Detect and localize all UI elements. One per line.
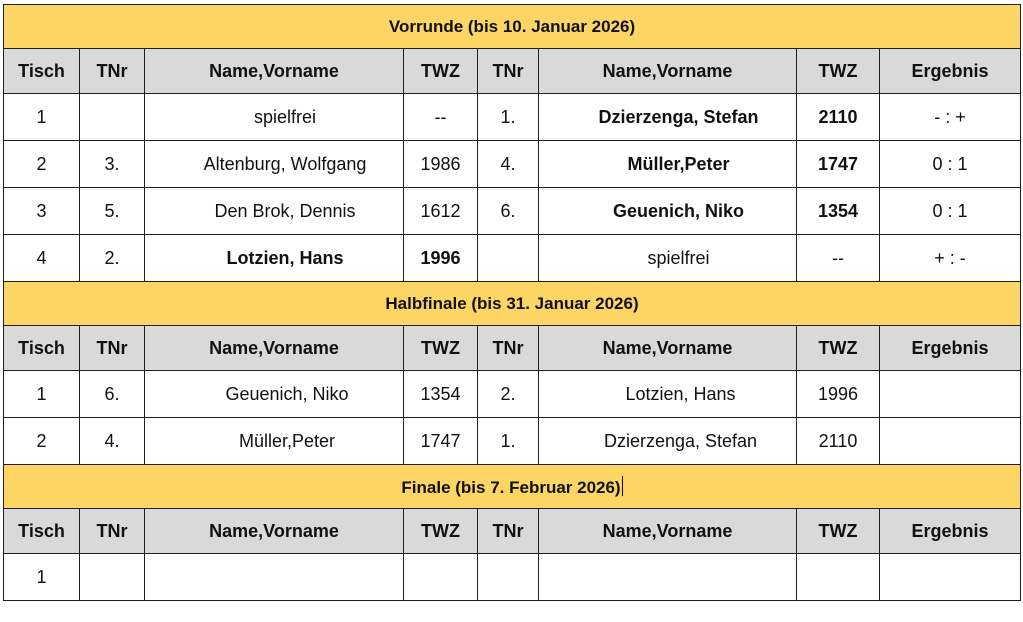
cell-name[interactable]: Lotzien, Hans [145,235,404,282]
cell-name[interactable]: Dzierzenga, Stefan [539,94,797,141]
cell-ergebnis[interactable] [880,554,1021,601]
cell-name[interactable]: Den Brok, Dennis [145,188,404,235]
column-header-row [4,509,1021,554]
column-header-row [4,49,1021,94]
cell-name[interactable] [145,554,404,601]
stage-header-finale [4,465,1021,509]
cell-tnr[interactable]: 5. [80,188,145,235]
stage-header-vorrunde [4,5,1021,49]
cell-twz[interactable] [797,554,880,601]
cell-name[interactable]: Lotzien, Hans [539,371,797,418]
cell-tnr[interactable]: 6. [478,188,539,235]
cell-ergebnis[interactable]: 0 : 1 [880,141,1021,188]
header-name: Name,Vorname [539,326,797,371]
cell-tnr[interactable]: 4. [80,418,145,465]
table-row [4,554,1021,601]
stage-header-halbfinale [4,282,1021,326]
cell-tnr[interactable]: 6. [80,371,145,418]
cell-tnr[interactable] [478,235,539,282]
table-row [4,235,1021,282]
cell-tisch[interactable]: 2 [4,141,80,188]
cell-tnr[interactable]: 4. [478,141,539,188]
column-header-row [4,326,1021,371]
table-row [4,188,1021,235]
header-tnr: TNr [478,49,539,94]
cell-tisch[interactable]: 4 [4,235,80,282]
cell-twz[interactable]: 1747 [404,418,478,465]
cell-tisch[interactable]: 3 [4,188,80,235]
cell-name[interactable]: Altenburg, Wolfgang [145,141,404,188]
header-ergebnis: Ergebnis [880,326,1021,371]
cell-ergebnis[interactable]: - : + [880,94,1021,141]
cell-tnr[interactable]: 1. [478,94,539,141]
cell-ergebnis[interactable]: 0 : 1 [880,188,1021,235]
header-twz: TWZ [797,509,880,554]
cell-tisch[interactable]: 2 [4,418,80,465]
table-row [4,141,1021,188]
cell-tisch[interactable]: 1 [4,94,80,141]
cell-twz[interactable]: -- [404,94,478,141]
stage-title[interactable]: Halbfinale (bis 31. Januar 2026) [4,282,1021,326]
header-tnr: TNr [80,509,145,554]
cell-tnr[interactable] [80,94,145,141]
cell-name[interactable]: spielfrei [145,94,404,141]
cell-name[interactable]: spielfrei [539,235,797,282]
cell-twz[interactable]: -- [797,235,880,282]
cell-ergebnis[interactable] [880,418,1021,465]
stage-title[interactable]: Vorrunde (bis 10. Januar 2026) [4,5,1021,49]
table-row [4,371,1021,418]
cell-tisch[interactable]: 1 [4,371,80,418]
header-ergebnis: Ergebnis [880,49,1021,94]
header-name: Name,Vorname [145,509,404,554]
header-tisch: Tisch [4,326,80,371]
cell-ergebnis[interactable]: + : - [880,235,1021,282]
cell-name[interactable]: Müller,Peter [539,141,797,188]
cell-twz[interactable]: 1996 [404,235,478,282]
cell-twz[interactable]: 1996 [797,371,880,418]
text-cursor [622,476,623,496]
cell-tnr[interactable]: 1. [478,418,539,465]
cell-name[interactable]: Müller,Peter [145,418,404,465]
cell-twz[interactable]: 1612 [404,188,478,235]
cell-tnr[interactable]: 3. [80,141,145,188]
header-name: Name,Vorname [145,49,404,94]
cell-name[interactable]: Geuenich, Niko [539,188,797,235]
cell-tnr[interactable] [478,554,539,601]
header-tisch: Tisch [4,49,80,94]
header-tnr: TNr [80,326,145,371]
cell-twz[interactable]: 1747 [797,141,880,188]
stage-title: Finale (bis 7. Februar 2026) [401,477,621,497]
header-twz: TWZ [797,49,880,94]
header-twz: TWZ [404,49,478,94]
cell-name[interactable]: Dzierzenga, Stefan [539,418,797,465]
cell-twz[interactable] [404,554,478,601]
header-tnr: TNr [478,509,539,554]
cell-name[interactable]: Geuenich, Niko [145,371,404,418]
header-tnr: TNr [80,49,145,94]
header-name: Name,Vorname [539,49,797,94]
cell-tnr[interactable]: 2. [80,235,145,282]
cell-twz[interactable]: 1354 [797,188,880,235]
header-tnr: TNr [478,326,539,371]
cell-twz[interactable]: 2110 [797,418,880,465]
header-tisch: Tisch [4,509,80,554]
table-row [4,94,1021,141]
tournament-table [3,4,1021,601]
header-twz: TWZ [797,326,880,371]
cell-tisch[interactable]: 1 [4,554,80,601]
table-row [4,418,1021,465]
cell-name[interactable] [539,554,797,601]
header-name: Name,Vorname [539,509,797,554]
cell-twz[interactable]: 1354 [404,371,478,418]
cell-tnr[interactable] [80,554,145,601]
header-twz: TWZ [404,326,478,371]
stage-title-cell[interactable] [4,465,1021,509]
cell-twz[interactable]: 1986 [404,141,478,188]
cell-ergebnis[interactable] [880,371,1021,418]
cell-tnr[interactable]: 2. [478,371,539,418]
header-twz: TWZ [404,509,478,554]
header-ergebnis: Ergebnis [880,509,1021,554]
cell-twz[interactable]: 2110 [797,94,880,141]
header-name: Name,Vorname [145,326,404,371]
